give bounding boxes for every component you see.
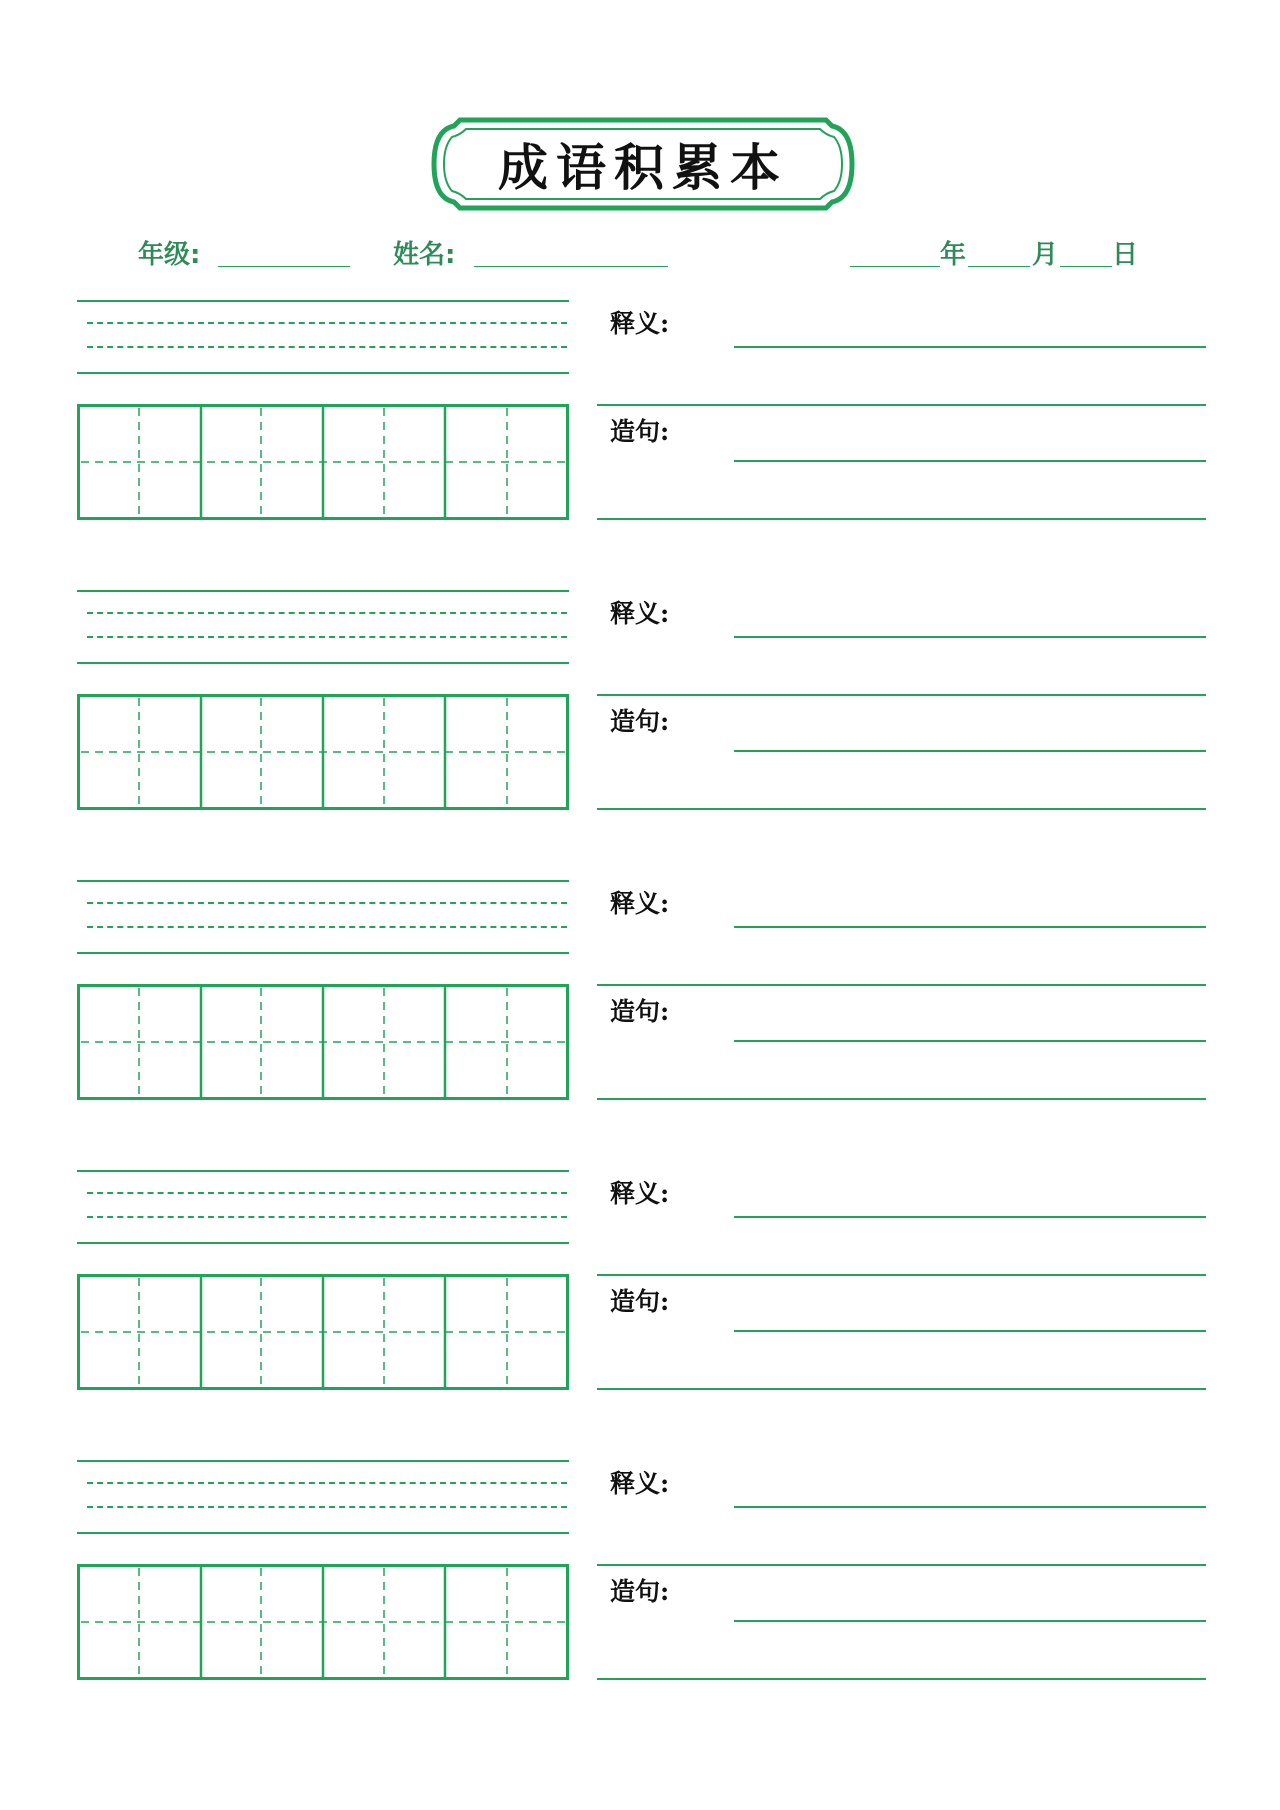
- pinyin-top-line: [77, 1460, 569, 1462]
- meaning-label: 释义:: [610, 599, 670, 628]
- character-grid[interactable]: [77, 694, 569, 810]
- pinyin-top-line: [77, 880, 569, 882]
- divider-line: [597, 404, 1206, 406]
- pinyin-dash-line: [87, 322, 567, 324]
- year-label: 年: [940, 240, 967, 270]
- meaning-label: 释义:: [610, 1469, 670, 1498]
- sentence-input-line[interactable]: [597, 1388, 1206, 1390]
- idiom-record: [0, 880, 1280, 1120]
- sentence-input-line[interactable]: [734, 1620, 1206, 1622]
- pinyin-top-line: [77, 300, 569, 302]
- page-title: 成语积累本: [498, 138, 788, 197]
- pinyin-dash-line: [87, 636, 567, 638]
- meaning-input-line[interactable]: [734, 346, 1206, 348]
- sentence-input-line[interactable]: [597, 518, 1206, 520]
- divider-line: [597, 984, 1206, 986]
- month-label: 月: [1032, 240, 1059, 270]
- sentence-input-line[interactable]: [734, 1040, 1206, 1042]
- pinyin-writing-area[interactable]: [77, 1242, 569, 1244]
- sentence-label: 造句:: [610, 1577, 670, 1606]
- character-grid[interactable]: [77, 984, 569, 1100]
- meaning-label: 释义:: [610, 309, 670, 338]
- title-badge: [430, 116, 856, 212]
- day-input-line[interactable]: [1060, 266, 1112, 267]
- sentence-input-line[interactable]: [597, 1678, 1206, 1680]
- pinyin-writing-area[interactable]: [77, 1532, 569, 1534]
- grade-input-line[interactable]: [218, 266, 350, 267]
- meaning-label: 释义:: [610, 1179, 670, 1208]
- pinyin-dash-line: [87, 612, 567, 614]
- pinyin-dash-line: [87, 346, 567, 348]
- day-label: 日: [1112, 240, 1139, 270]
- pinyin-writing-area[interactable]: [77, 372, 569, 374]
- meaning-label: 释义:: [610, 889, 670, 918]
- character-grid[interactable]: [77, 1564, 569, 1680]
- sentence-label: 造句:: [610, 417, 670, 446]
- meaning-input-line[interactable]: [734, 636, 1206, 638]
- sentence-input-line[interactable]: [597, 1098, 1206, 1100]
- meaning-input-line[interactable]: [734, 926, 1206, 928]
- meaning-input-line[interactable]: [734, 1506, 1206, 1508]
- sentence-label: 造句:: [610, 1287, 670, 1316]
- character-grid[interactable]: [77, 404, 569, 520]
- character-grid[interactable]: [77, 1274, 569, 1390]
- idiom-record: [0, 1170, 1280, 1410]
- divider-line: [597, 1564, 1206, 1566]
- divider-line: [597, 694, 1206, 696]
- month-input-line[interactable]: [968, 266, 1030, 267]
- name-label: 姓名:: [393, 240, 456, 270]
- sentence-input-line[interactable]: [597, 808, 1206, 810]
- pinyin-dash-line: [87, 1482, 567, 1484]
- sentence-label: 造句:: [610, 997, 670, 1026]
- pinyin-dash-line: [87, 1216, 567, 1218]
- idiom-record: [0, 300, 1280, 540]
- meaning-input-line[interactable]: [734, 1216, 1206, 1218]
- pinyin-dash-line: [87, 926, 567, 928]
- sentence-input-line[interactable]: [734, 460, 1206, 462]
- pinyin-top-line: [77, 1170, 569, 1172]
- pinyin-dash-line: [87, 902, 567, 904]
- pinyin-top-line: [77, 590, 569, 592]
- pinyin-writing-area[interactable]: [77, 662, 569, 664]
- idiom-record: [0, 590, 1280, 830]
- year-input-line[interactable]: [850, 266, 940, 267]
- divider-line: [597, 1274, 1206, 1276]
- grade-label: 年级:: [138, 240, 201, 270]
- pinyin-dash-line: [87, 1192, 567, 1194]
- name-input-line[interactable]: [474, 266, 668, 267]
- pinyin-writing-area[interactable]: [77, 952, 569, 954]
- sentence-label: 造句:: [610, 707, 670, 736]
- pinyin-dash-line: [87, 1506, 567, 1508]
- sentence-input-line[interactable]: [734, 1330, 1206, 1332]
- sentence-input-line[interactable]: [734, 750, 1206, 752]
- idiom-record: [0, 1460, 1280, 1700]
